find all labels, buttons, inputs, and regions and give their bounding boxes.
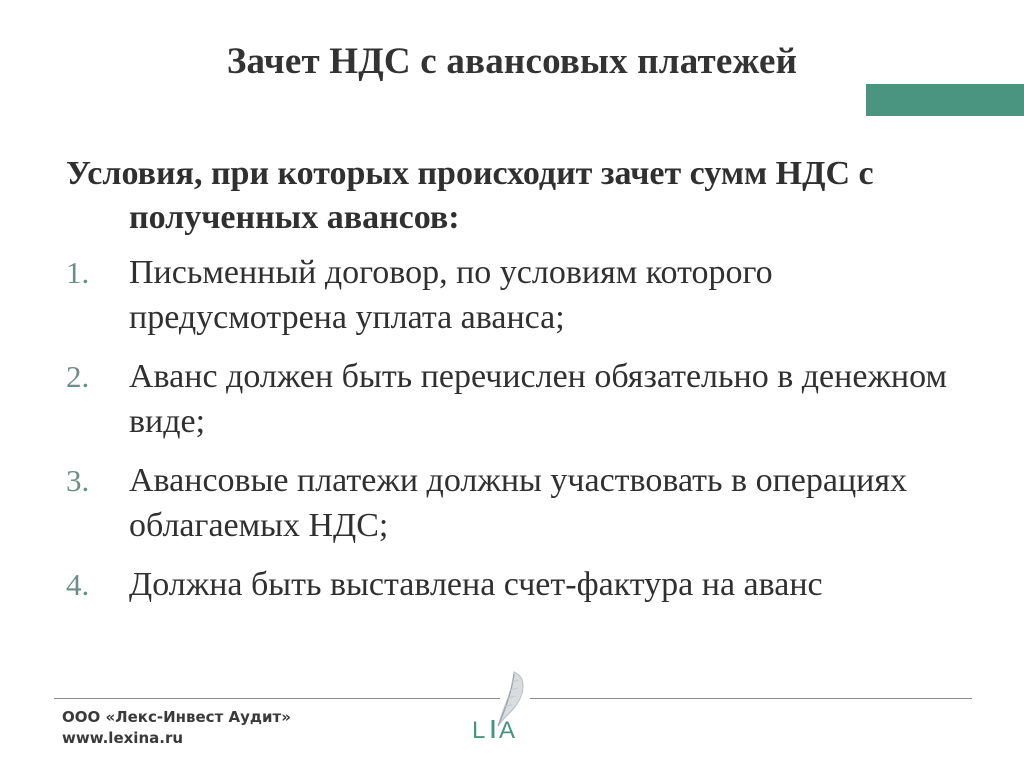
svg-text:L: L bbox=[472, 717, 486, 744]
footer-company-info bbox=[62, 707, 291, 749]
list-item-number: 4. bbox=[66, 567, 90, 602]
lia-logo bbox=[468, 668, 540, 748]
list-item-text: Письменный договор, по условиям которого предусмотрена уплата аванса; bbox=[129, 254, 773, 336]
list-item-text: Должна быть выставлена счет-фактура на аванс bbox=[129, 566, 823, 603]
footer-divider-left bbox=[54, 698, 500, 699]
accent-bar bbox=[866, 84, 1024, 116]
conditions-list bbox=[66, 250, 986, 607]
list-item-number: 2. bbox=[66, 359, 90, 394]
company-website: www.lexina.ru bbox=[62, 729, 184, 747]
svg-text:A: A bbox=[499, 717, 516, 744]
slide-title: Зачет НДС с авансовых платежей bbox=[226, 41, 798, 82]
list-item bbox=[66, 562, 986, 607]
footer-divider-right bbox=[530, 698, 972, 699]
list-item bbox=[66, 354, 986, 444]
list-item bbox=[66, 250, 986, 340]
list-item-text: Аванс должен быть перечислен обязательно в денежном виде; bbox=[129, 358, 947, 440]
list-item bbox=[66, 458, 986, 548]
conditions-intro: Условия, при которых происходит зачет сумм НДС с полученных авансов: bbox=[66, 155, 874, 236]
company-name: ООО «Лекс-Инвест Аудит» bbox=[62, 708, 291, 726]
list-item-text: Авансовые платежи должны участвовать в операциях облагаемых НДС; bbox=[129, 462, 907, 544]
list-item-number: 3. bbox=[66, 463, 90, 498]
slide-content bbox=[66, 152, 986, 621]
lia-logo-text bbox=[472, 717, 515, 744]
list-item-number: 1. bbox=[66, 255, 90, 290]
